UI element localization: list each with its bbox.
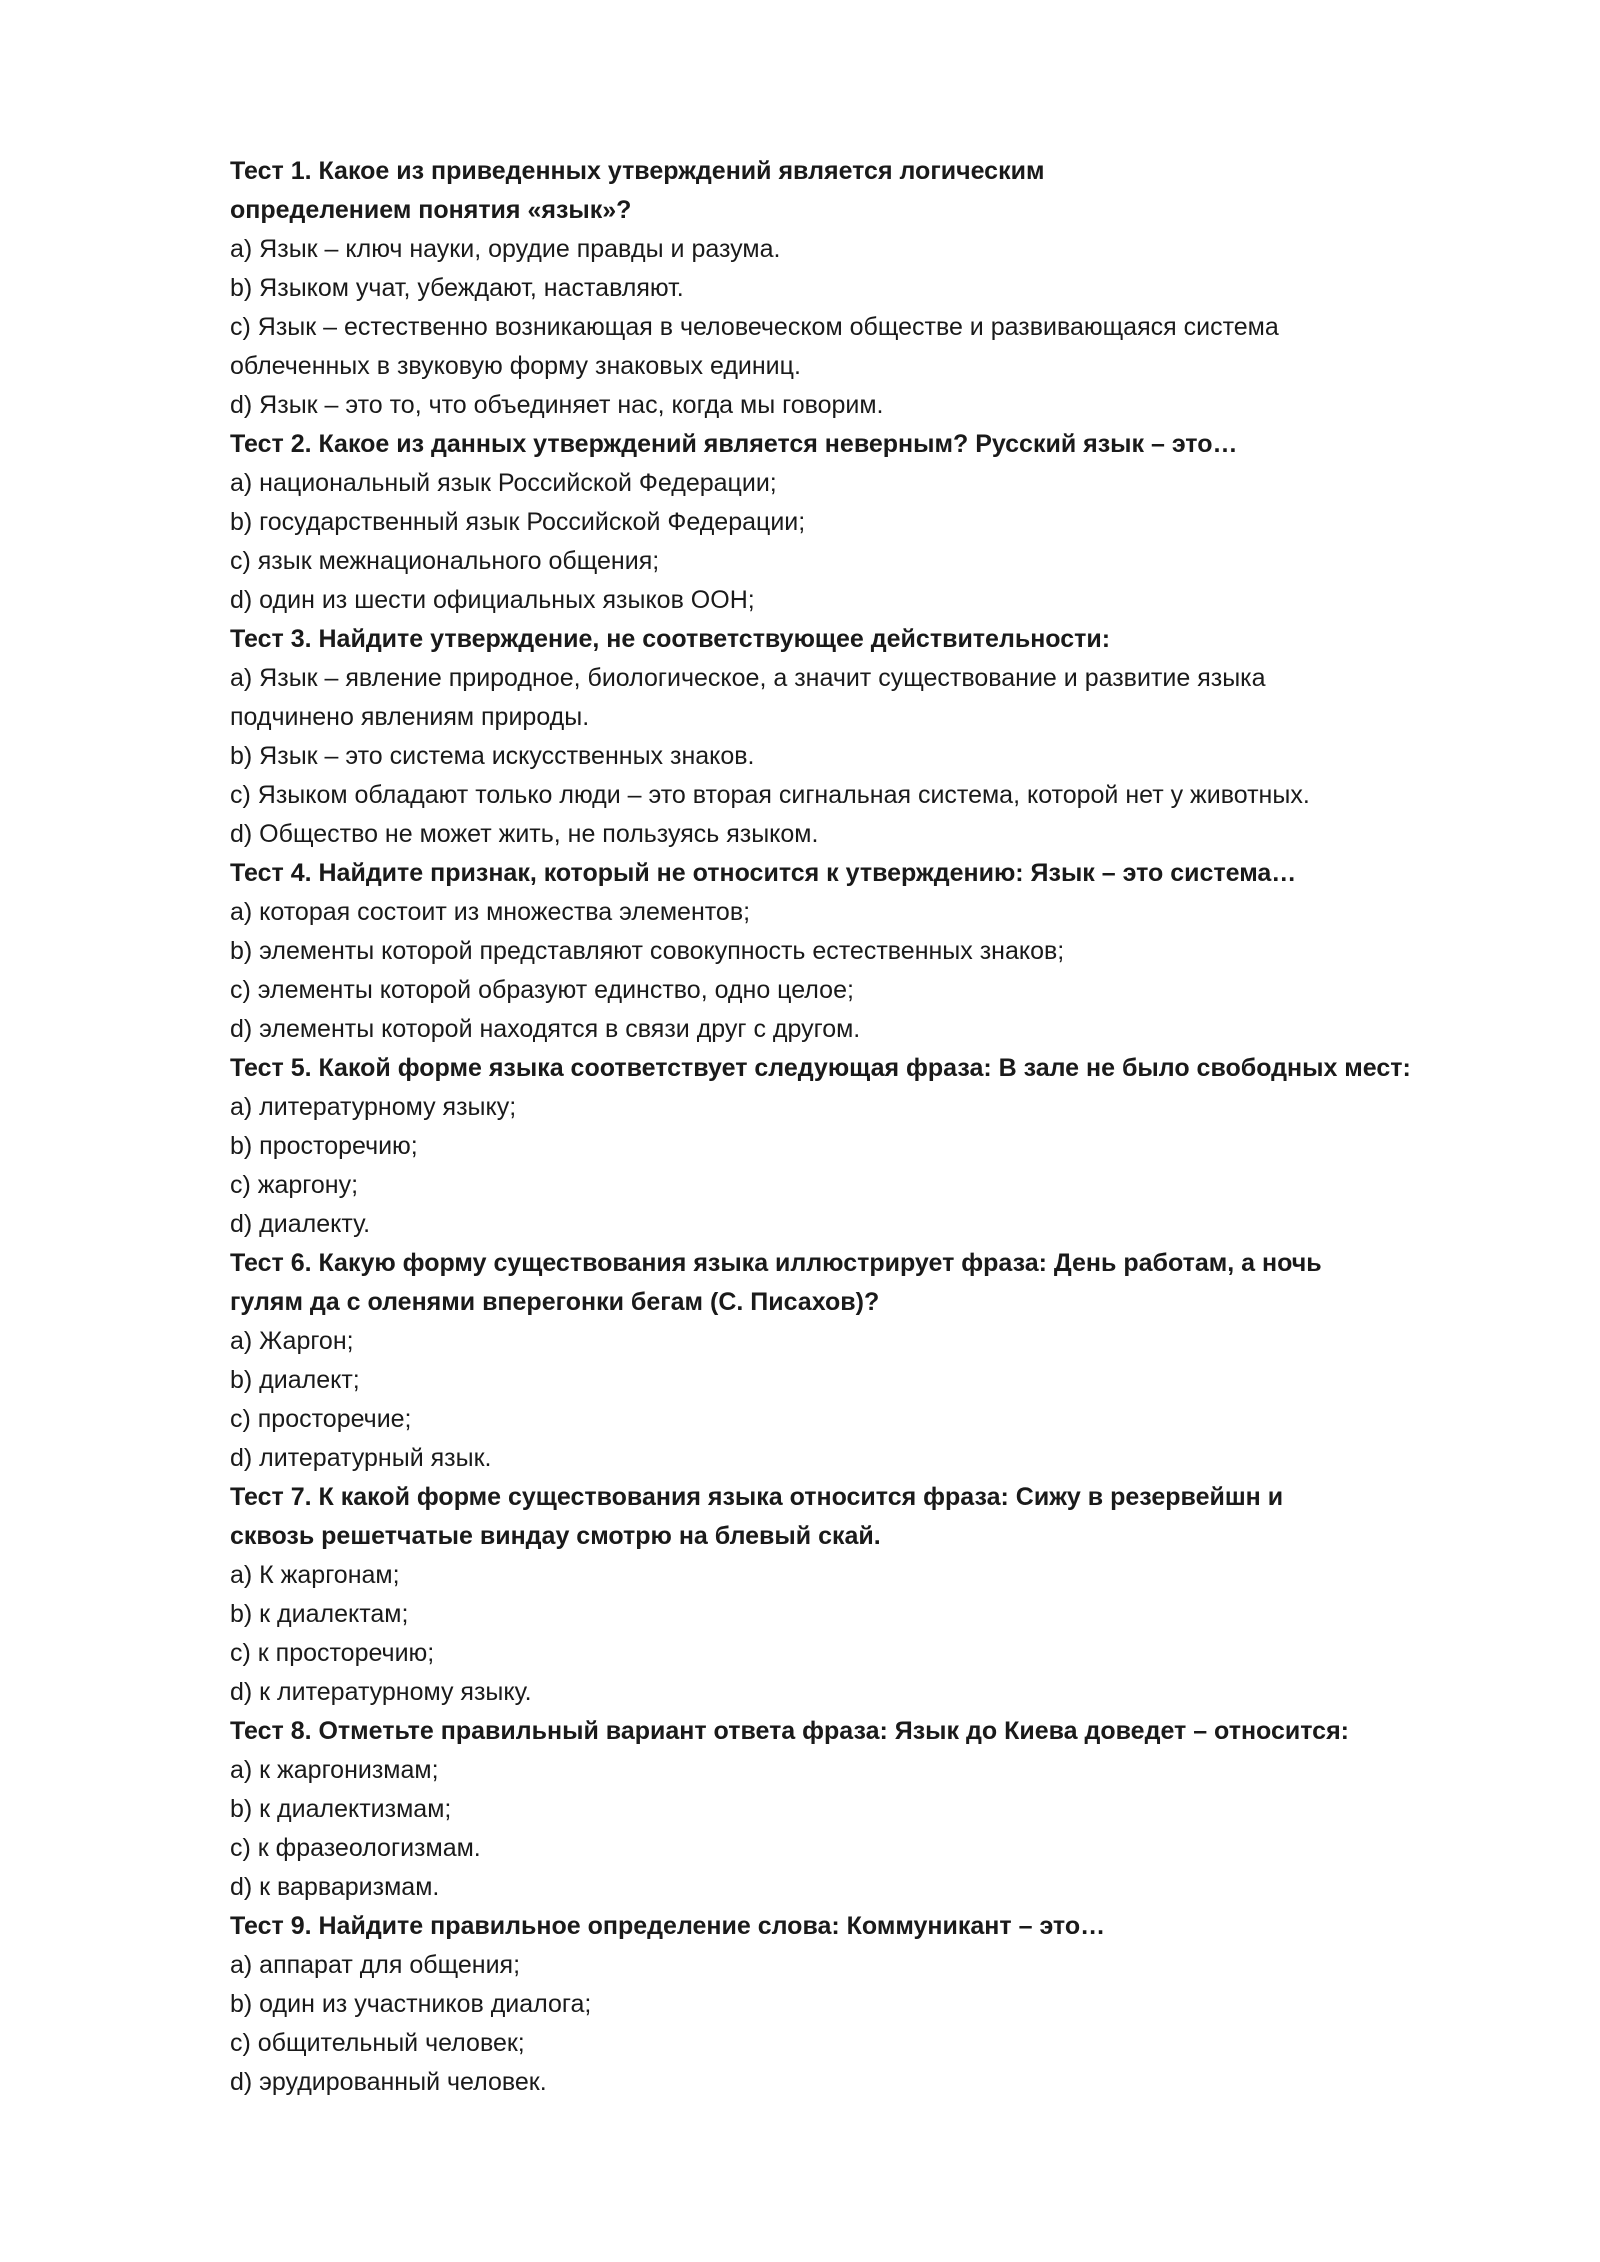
question-text: Тест 1. Какое из приведенных утверждений является логическим определением понятия «язык»? <box>230 157 1045 224</box>
answer-option: c) к просторечию; <box>230 1639 435 1667</box>
answer-option: c) жаргону; <box>230 1171 359 1199</box>
test-block <box>230 152 1560 425</box>
answer-option: b) к диалектизмам; <box>230 1795 452 1823</box>
test-block <box>230 1049 1560 1244</box>
question-text: Тест 3. Найдите утверждение, не соответствующее действительности: <box>230 625 1111 653</box>
answer-option: a) Жаргон; <box>230 1327 354 1355</box>
document-body <box>230 152 1560 2102</box>
test-block <box>230 620 1560 854</box>
answer-option: b) к диалектам; <box>230 1600 409 1628</box>
answer-option: d) один из шести официальных языков ООН; <box>230 586 755 614</box>
answer-option: a) к жаргонизмам; <box>230 1756 439 1784</box>
answer-option: c) Язык – естественно возникающая в человеческом обществе и развивающаяся система облеченных в звуковую форму знаковых единиц. <box>230 313 1279 380</box>
answer-option: b) государственный язык Российской Федерации; <box>230 508 806 536</box>
answer-option: c) общительный человек; <box>230 2029 525 2057</box>
answer-option: b) элементы которой представляют совокупность естественных знаков; <box>230 937 1065 965</box>
answer-option: d) эрудированный человек. <box>230 2068 547 2096</box>
answer-option: d) Язык – это то, что объединяет нас, когда мы говорим. <box>230 391 884 419</box>
answer-option: a) Язык – ключ науки, орудие правды и разума. <box>230 235 781 263</box>
answer-option: a) литературному языку; <box>230 1093 517 1121</box>
answer-option: c) элементы которой образуют единство, одно целое; <box>230 976 854 1004</box>
test-block <box>230 425 1560 620</box>
answer-option: a) аппарат для общения; <box>230 1951 521 1979</box>
answer-option: d) литературный язык. <box>230 1444 492 1472</box>
test-block <box>230 1712 1560 1907</box>
answer-option: b) Языком учат, убеждают, наставляют. <box>230 274 684 302</box>
question-text: Тест 4. Найдите признак, который не относится к утверждению: Язык – это система… <box>230 859 1297 887</box>
answer-option: c) язык межнационального общения; <box>230 547 660 575</box>
test-block <box>230 1478 1560 1712</box>
answer-option: a) которая состоит из множества элементов; <box>230 898 751 926</box>
answer-option: b) просторечию; <box>230 1132 418 1160</box>
answer-option: c) просторечие; <box>230 1405 412 1433</box>
answer-option: b) Язык – это система искусственных знаков. <box>230 742 755 770</box>
answer-option: d) Общество не может жить, не пользуясь языком. <box>230 820 819 848</box>
answer-option: c) к фразеологизмам. <box>230 1834 481 1862</box>
answer-option: a) Язык – явление природное, биологическое, а значит существование и развитие языка подчинено явлениям природы. <box>230 664 1266 731</box>
question-text: Тест 7. К какой форме существования языка относится фраза: Сижу в резервейшн и сквозь решетчатые виндау смотрю на блевый скай. <box>230 1483 1284 1550</box>
answer-option: d) элементы которой находятся в связи друг с другом. <box>230 1015 861 1043</box>
question-text: Тест 2. Какое из данных утверждений является неверным? Русский язык – это… <box>230 430 1238 458</box>
question-text: Тест 8. Отметьте правильный вариант ответа фраза: Язык до Киева доведет – относится: <box>230 1717 1349 1745</box>
test-block <box>230 1907 1560 2102</box>
test-block <box>230 854 1560 1049</box>
answer-option: a) К жаргонам; <box>230 1561 400 1589</box>
answer-option: d) диалекту. <box>230 1210 371 1238</box>
test-block <box>230 1244 1560 1478</box>
answer-option: d) к литературному языку. <box>230 1678 532 1706</box>
answer-option: b) диалект; <box>230 1366 360 1394</box>
answer-option: c) Языком обладают только люди – это вторая сигнальная система, которой нет у животных. <box>230 781 1310 809</box>
answer-option: d) к варваризмам. <box>230 1873 440 1901</box>
question-text: Тест 5. Какой форме языка соответствует следующая фраза: В зале не было свободных мест: <box>230 1054 1411 1082</box>
question-text: Тест 9. Найдите правильное определение слова: Коммуникант – это… <box>230 1912 1106 1940</box>
answer-option: a) национальный язык Российской Федерации; <box>230 469 777 497</box>
question-text: Тест 6. Какую форму существования языка иллюстрирует фраза: День работам, а ночь гулям да с оленями вперегонки бегам (С. Писахов)? <box>230 1249 1322 1316</box>
answer-option: b) один из участников диалога; <box>230 1990 592 2018</box>
